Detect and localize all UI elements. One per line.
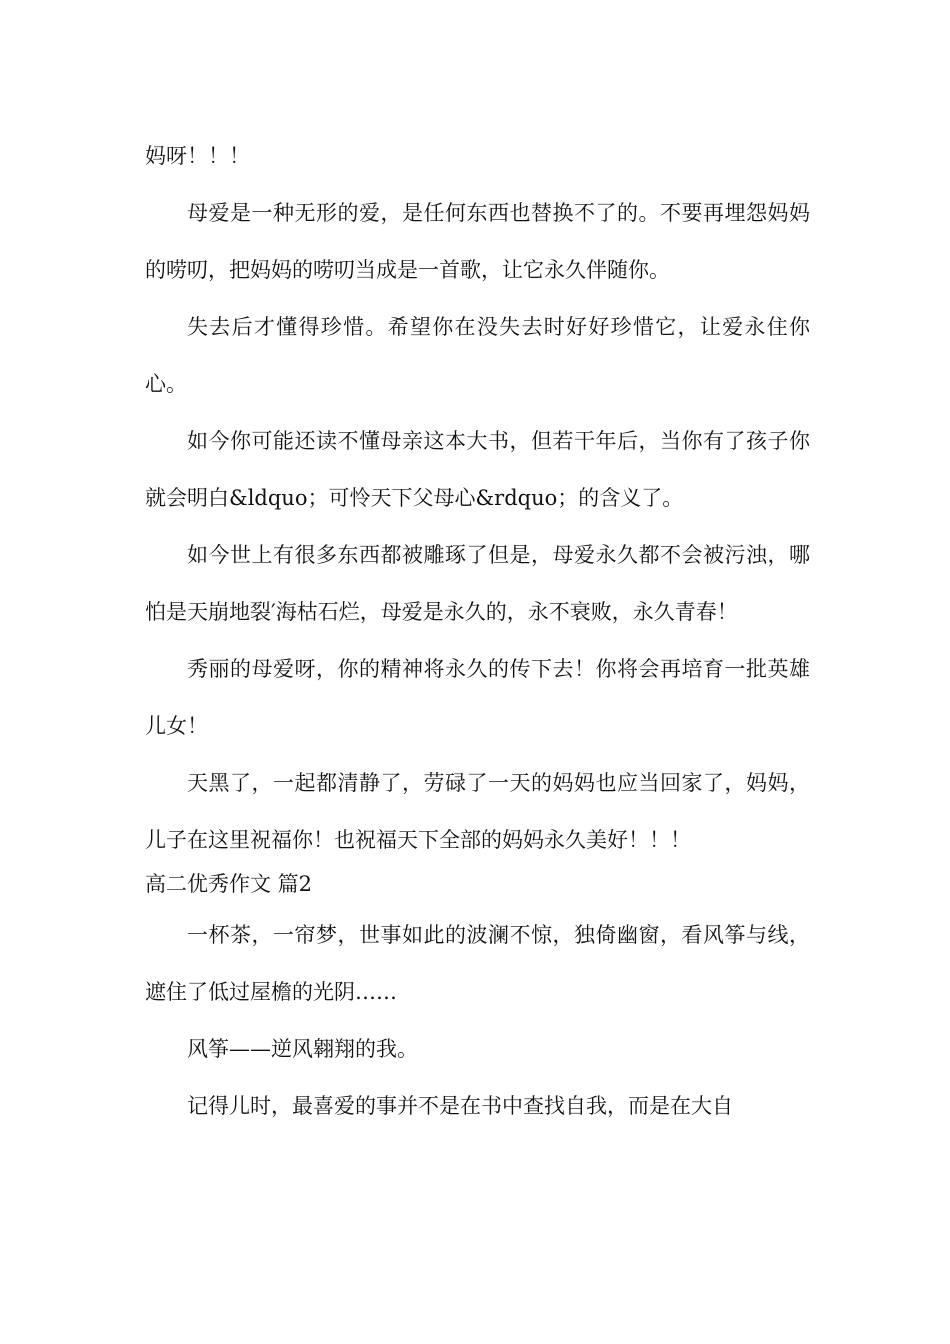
paragraph: 如今你可能还读不懂母亲这本大书，但若干年后，当你有了孩子你就会明白&ldquo；可怜天下父母心&rdquo；的含义了。 (145, 429, 810, 510)
section-heading: 高二优秀作文 篇2 (145, 872, 313, 896)
paragraph: 记得儿时，最喜爱的事并不是在书中查找自我，而是在大自 (187, 1094, 733, 1118)
paragraph: 妈呀！！！ (145, 144, 250, 168)
paragraph: 母爱是一种无形的爱，是任何东西也替换不了的。不要再埋怨妈妈的唠叨，把妈妈的唠叨当成是一首歌，让它永久伴随你。 (145, 201, 810, 282)
document-body (145, 128, 810, 1135)
paragraph: 失去后才懂得珍惜。希望你在没失去时好好珍惜它，让爱永住你心。 (145, 315, 810, 396)
paragraph: 天黑了，一起都清静了，劳碌了一天的妈妈也应当回家了，妈妈，儿子在这里祝福你！也祝福天下全部的妈妈永久美好！！！ (145, 771, 810, 852)
paragraph: 一杯茶，一帘梦，世事如此的波澜不惊，独倚幽窗，看风筝与线，遮住了低过屋檐的光阴…… (145, 923, 810, 1004)
paragraph: 秀丽的母爱呀，你的精神将永久的传下去！你将会再培育一批英雄儿女！ (145, 657, 810, 738)
paragraph: 风筝——逆风翱翔的我。 (187, 1037, 418, 1061)
paragraph: 如今世上有很多东西都被雕琢了但是，母爱永久都不会被污浊，哪怕是天崩地裂′海枯石烂，母爱是永久的，永不衰败，永久青春！ (145, 543, 810, 624)
